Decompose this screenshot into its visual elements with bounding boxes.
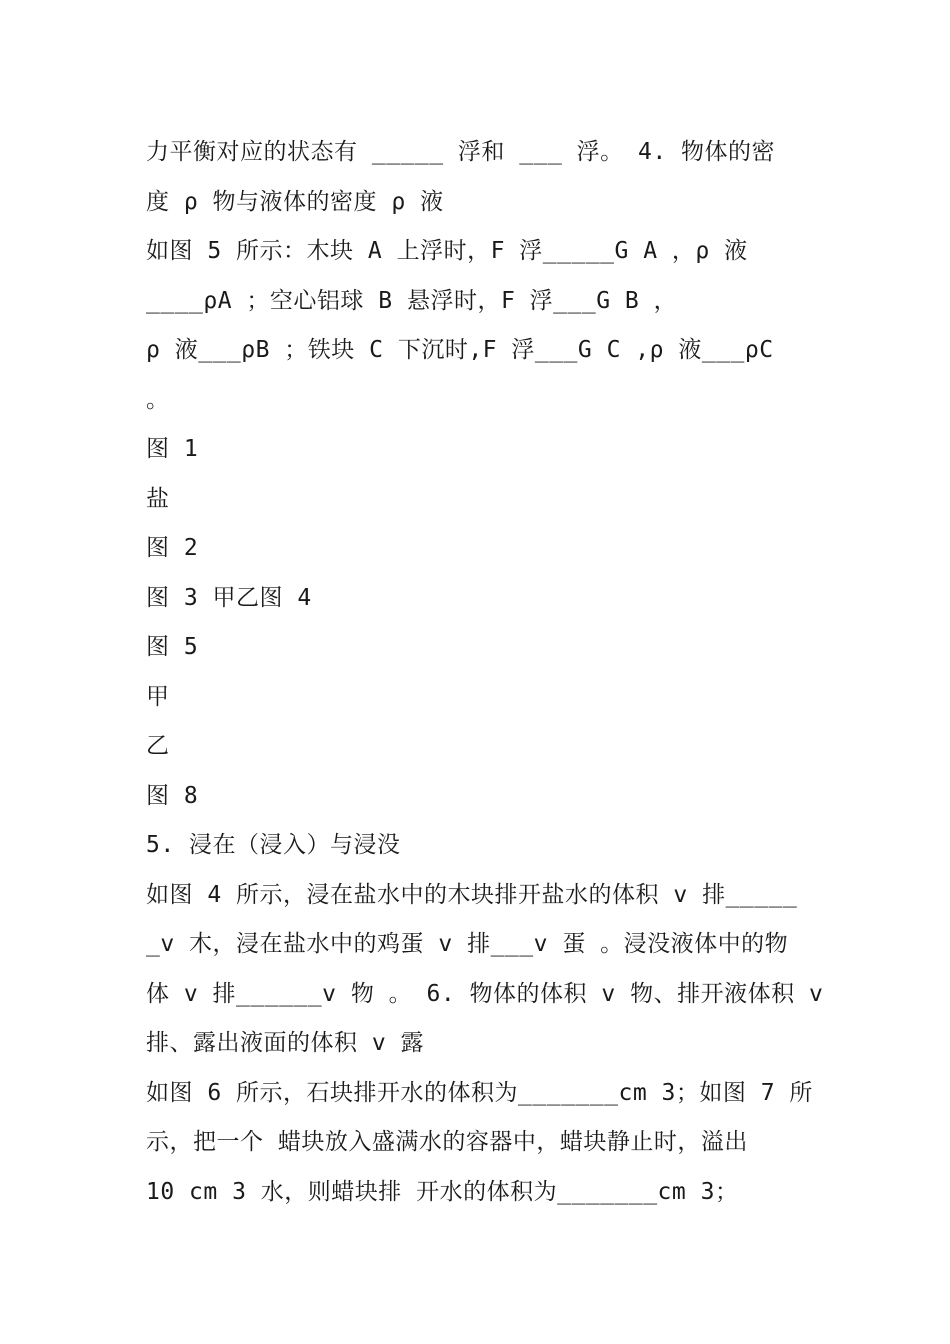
text-line: 力平衡对应的状态有 _____ 浮和 ___ 浮。 4. 物体的密 <box>146 139 776 165</box>
text-line: 排、露出液面的体积 v 露 <box>146 1030 425 1056</box>
text-line: 示，把一个 蜡块放入盛满水的容器中，蜡块静止时，溢出 <box>146 1129 748 1155</box>
figure-label: 乙 <box>146 733 170 759</box>
text-line: 体 v 排______v 物 。 6. 物体的体积 v 物、排开液体积 v <box>146 980 824 1007</box>
figure-label: 图 3 甲乙图 4 <box>146 584 312 611</box>
text-line: 度 ρ 物与液体的密度 ρ 液 <box>146 188 444 215</box>
document-body <box>146 128 824 1217</box>
figure-label: 图 1 <box>146 436 199 462</box>
figure-label: 图 2 <box>146 535 199 561</box>
figure-label: 盐 <box>146 485 170 512</box>
text-line: 。 <box>146 386 170 413</box>
figure-label: 图 5 <box>146 634 199 660</box>
text-line: _v 木，浸在盐水中的鸡蛋 v 排___v 蛋 。浸没液体中的物 <box>146 931 789 957</box>
text-line: ____ρA ；空心铝球 B 悬浮时，F 浮___G B ， <box>146 287 678 314</box>
figure-label: 甲 <box>146 683 170 710</box>
text-line: ρ 液___ρB ；铁块 C 下沉时,F 浮___G C ,ρ 液___ρC <box>146 337 774 363</box>
figure-label: 图 8 <box>146 782 199 809</box>
text-line: 如图 5 所示：木块 A 上浮时，F 浮_____G A ，ρ 液 <box>146 238 748 264</box>
text-line: 如图 4 所示，浸在盐水中的木块排开盐水的体积 v 排_____ <box>146 881 798 908</box>
text-line: 如图 6 所示，石块排开水的体积为_______cm 3；如图 7 所 <box>146 1079 813 1106</box>
text-line: 10 cm 3 水，则蜡块排 开水的体积为_______cm 3； <box>146 1178 739 1205</box>
section-heading: 5. 浸在（浸入）与浸没 <box>146 832 401 858</box>
